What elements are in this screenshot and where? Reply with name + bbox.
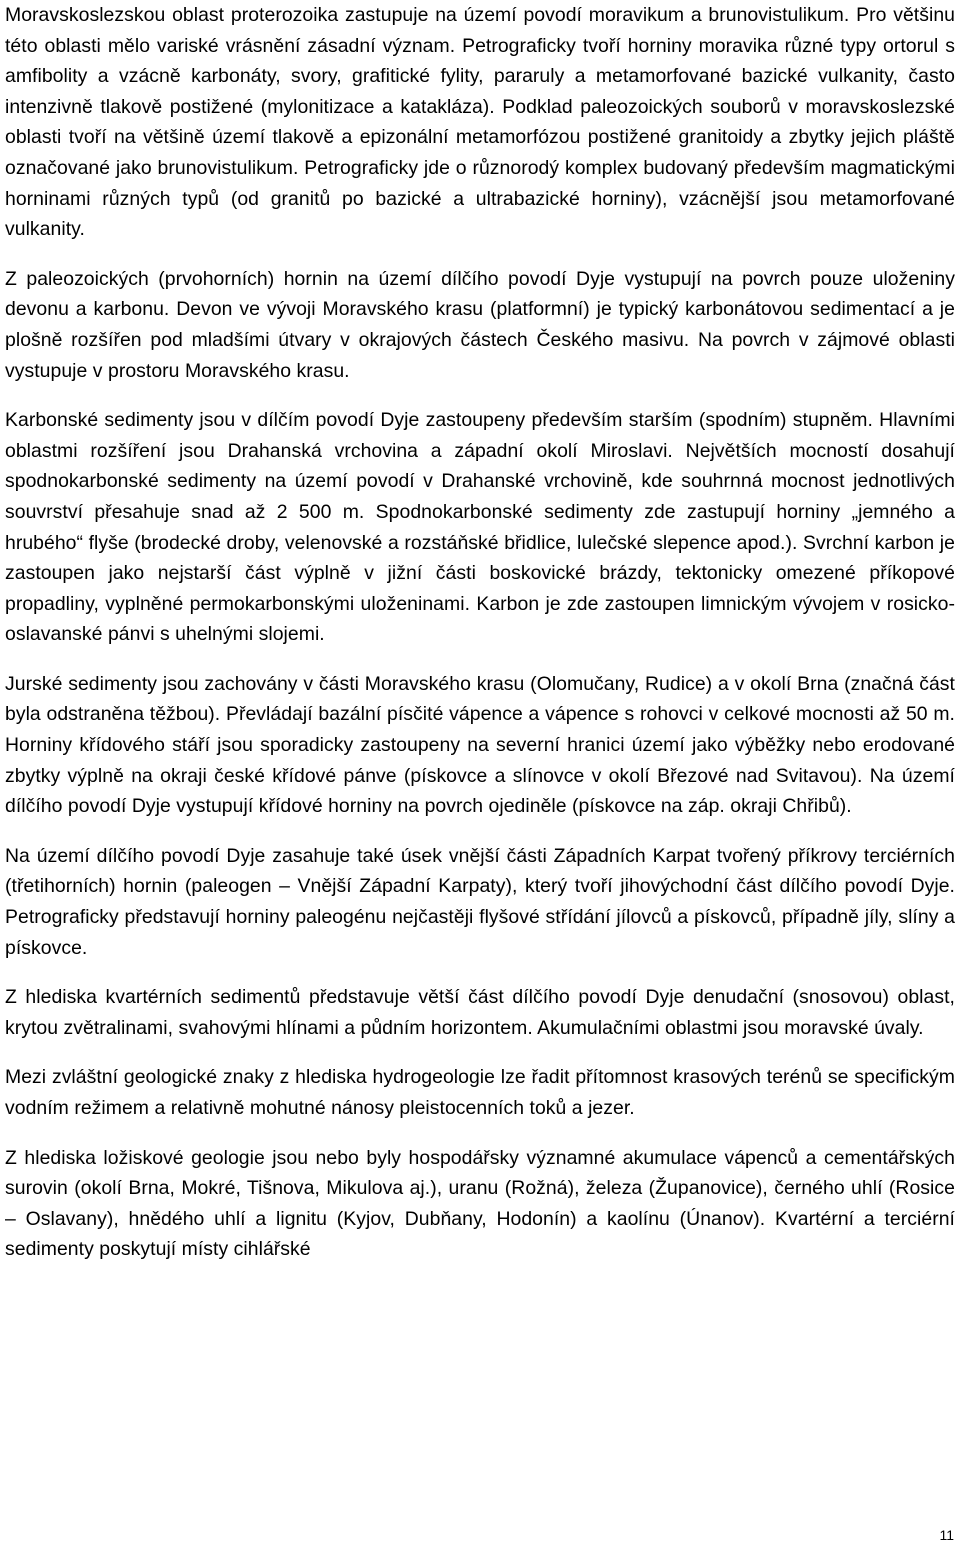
paragraph-quaternary: Z hlediska kvartérních sedimentů představuje větší část dílčího povodí Dyje denudační (snosovou) oblast, krytou zvětralinami, svahovými hlínami a půdním horizontem. Akumulačními oblastmi jsou moravské úvaly.	[5, 986, 955, 1039]
paragraph-carboniferous: Karbonské sedimenty jsou v dílčím povodí Dyje zastoupeny především starším (spodním) stupněm. Hlavními oblastmi rozšíření jsou Drahanská vrchovina a západní okolí Miroslavi. Největších mocností dosahují spodnokarbonské sedimenty na území povodí v Drahanské vrchovině, kde souhrnná mocnost jednotlivých souvrství přesahuje snad až 2 500 m. Spodnokarbonské sedimenty zde zastupují horniny „jemného a hrubého“ flyše (brodecké droby, velenovské a rozstáňské břidlice, lulečské slepence apod.). Svrchní karbon je zastoupen jako nejstarší část výplně v jižní části boskovické brázdy, tektonicky omezené příkopové propadliny, vyplněné permokarbonskými uloženinami. Karbon je zde zastoupen limnickým vývojem v rosicko-oslavanské pánvi s uhelnými slojemi.	[5, 409, 955, 646]
paragraph-carpathians: Na území dílčího povodí Dyje zasahuje také úsek vnější části Západních Karpat tvořený příkrovy terciérních (třetihorních) hornin (paleogen – Vnější Západní Karpaty), který tvoří jihovýchodní část dílčího povodí Dyje. Petrograficky představují horniny paleogénu nejčastěji flyšové střídání jílovců a pískovců, případně jíly, slíny a pískovce.	[5, 844, 955, 959]
paragraph-deposits: Z hlediska ložiskové geologie jsou nebo byly hospodářsky významné akumulace vápenců a cementářských surovin (okolí Brna, Mokré, Tišnova, Mikulova aj.), uranu (Rožná), železa (Županovice), černého uhlí (Rosice – Oslavany), hnědého uhlí a lignitu (Kyjov, Dubňany, Hodonín) a kaolínu (Únanov). Kvartérní a terciérní sedimenty poskytují místy cihlářské	[5, 1146, 955, 1261]
paragraph-jurassic-cretaceous: Jurské sedimenty jsou zachovány v části Moravského krasu (Olomučany, Rudice) a v okolí Brna (značná část byla odstraněna těžbou). Převládají bazální písčité vápence a vápence s rohovci v celkové mocnosti až 50 m. Horniny křídového stáří jsou sporadicky zastoupeny na severní hranici území jako výběžky nebo erodované zbytky výplně na okraji české křídové pánve (pískovce a slínovce v okolí Březové nad Svitavou). Na území dílčího povodí Dyje vystupují křídové horniny na povrch ojediněle (pískovce na záp. okraji Chřibů).	[5, 672, 955, 818]
document-body	[5, 0, 955, 1284]
paragraph-hydrogeology: Mezi zvláštní geologické znaky z hlediska hydrogeologie lze řadit přítomnost krasových terénů se specifickým vodním režimem a relativně mohutné nánosy pleistocenních toků a jezer.	[5, 1066, 955, 1119]
paragraph-proterozoic: Moravskoslezskou oblast proterozoika zastupuje na území povodí moravikum a brunovistulikum. Pro většinu této oblasti mělo variské vrásnění zásadní význam. Petrograficky tvoří horniny moravika různé typy ortorul s amfibolity a vzácně karbonáty, svory, grafitické fylity, pararuly a metamorfované bazické vulkanity, často intenzivně tlakově postižené (mylonitizace a katakláza). Podklad paleozoických souborů v moravskoslezské oblasti tvoří na většině území tlakově a epizonální metamorfózou postižené granitoidy a zbytky jejich pláště označované jako brunovistulikum. Petrograficky jde o různorodý komplex budovaný především magmatickými horninami různých typů (od granitů po bazické a ultrabazické horniny), vzácnější jsou metamorfované vulkanity.	[5, 4, 955, 241]
page-number: 11	[939, 1527, 954, 1543]
paragraph-paleozoic: Z paleozoických (prvohorních) hornin na území dílčího povodí Dyje vystupují na povrch pouze uloženiny devonu a karbonu. Devon ve vývoji Moravského krasu (platformní) je typický karbonátovou sedimentací a je plošně rozšířen pod mladšími útvary v okrajových částech Českého masivu. Na povrch v zájmové oblasti vystupuje v prostoru Moravského krasu.	[5, 267, 955, 382]
